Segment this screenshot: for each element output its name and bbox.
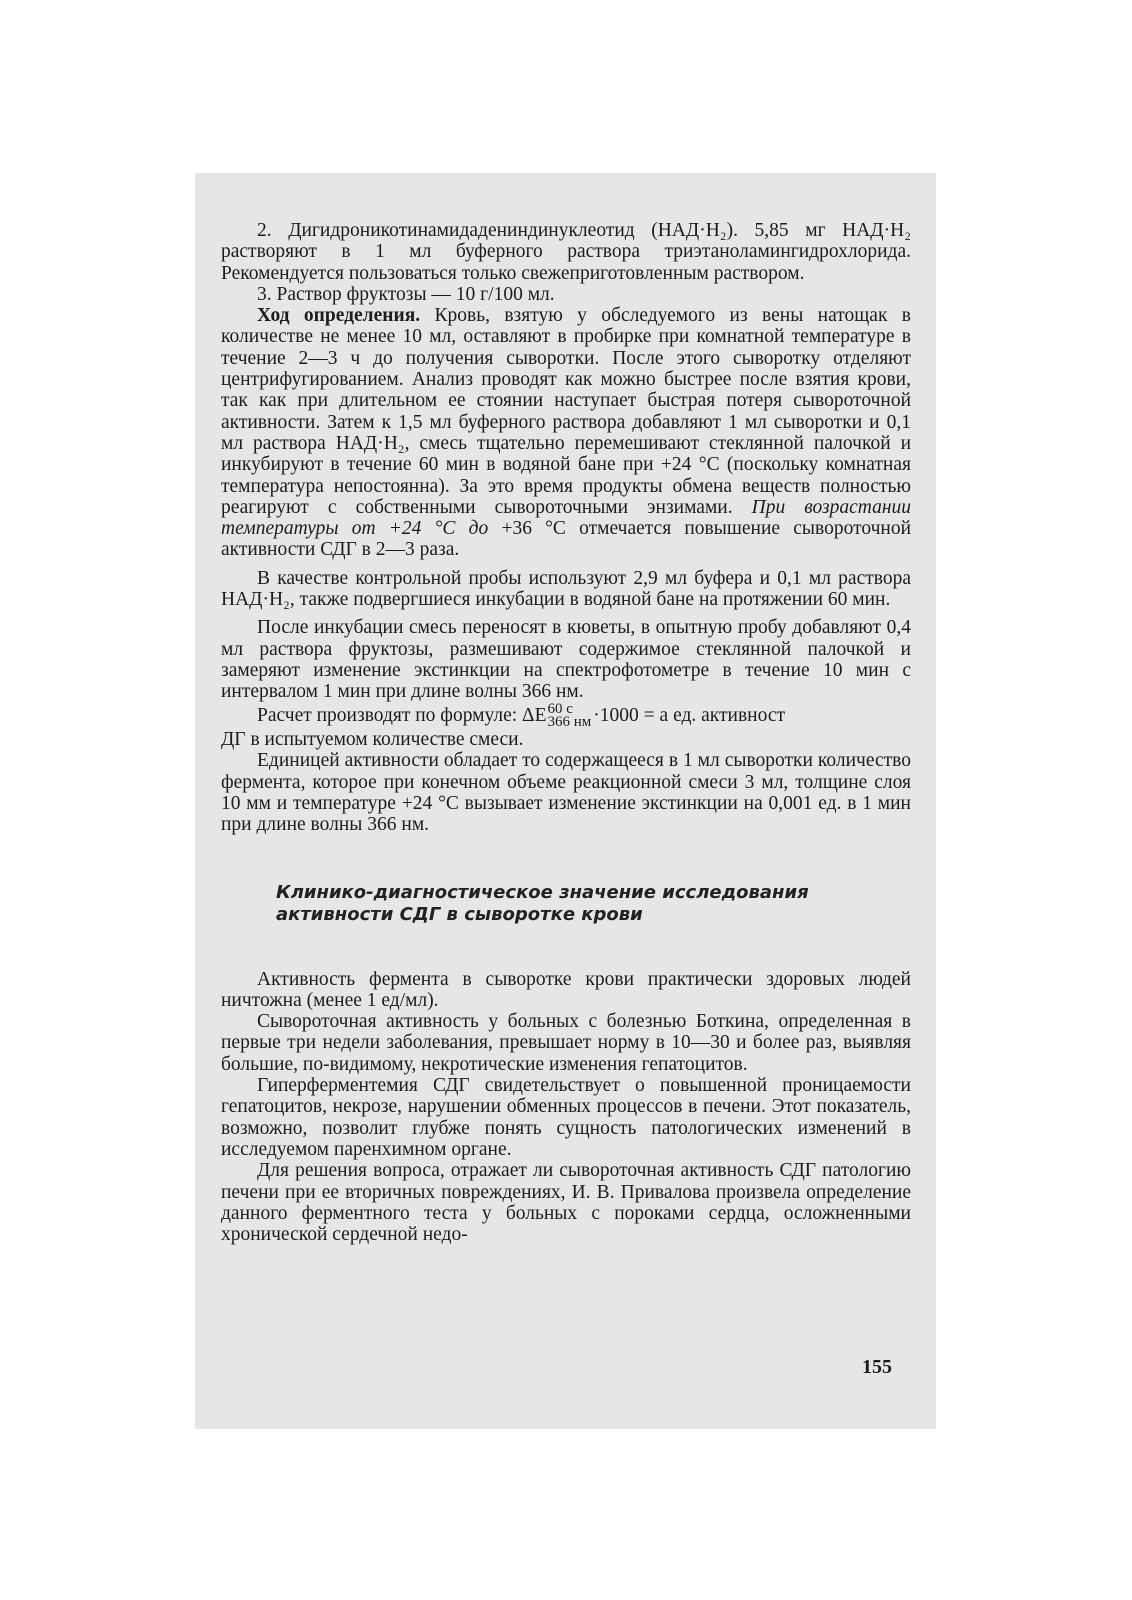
paragraph-reagent-3: 3. Раствор фруктозы — 10 г/100 мл.	[257, 283, 555, 305]
page-number: 155	[862, 1356, 892, 1378]
formula-scripts	[548, 703, 592, 729]
paragraph-reagent-2: 2. Дигидроникотинамидадениндинуклеотид (НАД·H₂). 5,85 мг НАД·H₂ растворяют в 1 мл буферного раствора триэтаноламингидрохлорида. Рекомендуется пользоваться только свежеприготовленным раствором.	[221, 220, 911, 284]
paragraph-incubation: После инкубации смесь переносят в кюветы, в опытную пробу добавляют 0,4 мл раствора фруктозы, размешивают содержимое стеклянной палочкой и замеряют изменение экстинкции на спектрофотометре в течение 10 мин с интервалом 1 мин при длине волны 366 нм.	[221, 617, 911, 703]
paragraph-healthy: Активность фермента в сыворотке крови практически здоровых людей ничтожна (менее 1 ед/мл).	[221, 968, 911, 1011]
paragraph-botkin: Сывороточная активность у больных с болезнью Боткина, определенная в первые три недели заболевания, превышает норму в 10—30 и более раз, выявляя большие, по-видимому, некротические изменения гепатоцитов.	[221, 1011, 911, 1075]
paragraph-privalova: Для решения вопроса, отражает ли сывороточная активность СДГ патологию печени при ее вторичных повреждениях, И. В. Привалова произвела определение данного ферментного теста у больных с пороками сердца, осложненными хронической сердечной недо-	[221, 1160, 911, 1246]
formula-line	[221, 703, 911, 730]
procedure-lead: Ход определения.	[257, 305, 421, 327]
paragraph-hyperfermentemia: Гиперферментемия СДГ свидетельствует о повышенной проницаемости гепатоцитов, некрозе, нарушении обменных процессов в печени. Этот показатель, возможно, позволит глубже понять сущность патологических изменений в исследуемом паренхимном органе.	[221, 1075, 911, 1160]
procedure-italic: При возрастании температуры от +24 °С до	[221, 496, 911, 540]
section-heading	[221, 882, 911, 926]
formula-subscript: 366 нм	[547, 714, 592, 731]
body-text	[221, 220, 911, 1245]
procedure-text: Кровь, взятую у обследуемого из вены натощак в количестве не менее 10 мл, оставляют в пробирке при комнатной температуре в течение 2—3 ч до получения сыворотки. После этого сыворотку отделяют центрифугированием. Анализ проводят как можно быстрее после взятия крови, так как при длительном ее стоянии наступает быстрая потеря сывороточной активности. Затем к 1,5 мл буферного раствора добавляют 1 мл сыворотки и 0,1 мл раствора НАД·H₂, смесь тщательно перемешивают стеклянной палочкой и инкубируют в течение 60 мин в водяной бане при +24 °С (поскольку комнатная температура непостоянна). За это время продукты обмена веществ полностью реагируют с собственными сывороточными энзимами.	[221, 305, 911, 518]
paragraph-unit: Единицей активности обладает то содержащееся в 1 мл сыворотки количество фермента, которое при конечном объеме реакционной смеси 3 мл, толщине слоя 10 мм и температуре +24 °С вызывает изменение экстинкции на 0,001 ед. в 1 мин при длине волны 366 нм.	[221, 750, 911, 836]
formula-continuation: ДГ в испытуемом количестве смеси.	[221, 729, 524, 751]
paragraph-procedure	[221, 305, 911, 561]
formula-after: ·1000 = а ед. активност	[593, 704, 786, 726]
formula-before: Расчет производят по формуле: ΔE	[257, 704, 547, 726]
section-heading-line-2: активности СДГ в сыворотке крови	[276, 903, 643, 925]
paragraph-control: В качестве контрольной пробы используют 2,9 мл буфера и 0,1 мл раствора НАД·H₂, также подвергшиеся инкубации в водяной бане на протяжении 60 мин.	[221, 567, 911, 611]
formula-superscript: 60 с	[547, 701, 573, 718]
section-heading-line-1: Клинико-диагностическое значение исследования	[276, 881, 809, 903]
procedure-tail: +36 °С отмечается повышение сывороточной активности СДГ в 2—3 раза.	[221, 518, 912, 561]
